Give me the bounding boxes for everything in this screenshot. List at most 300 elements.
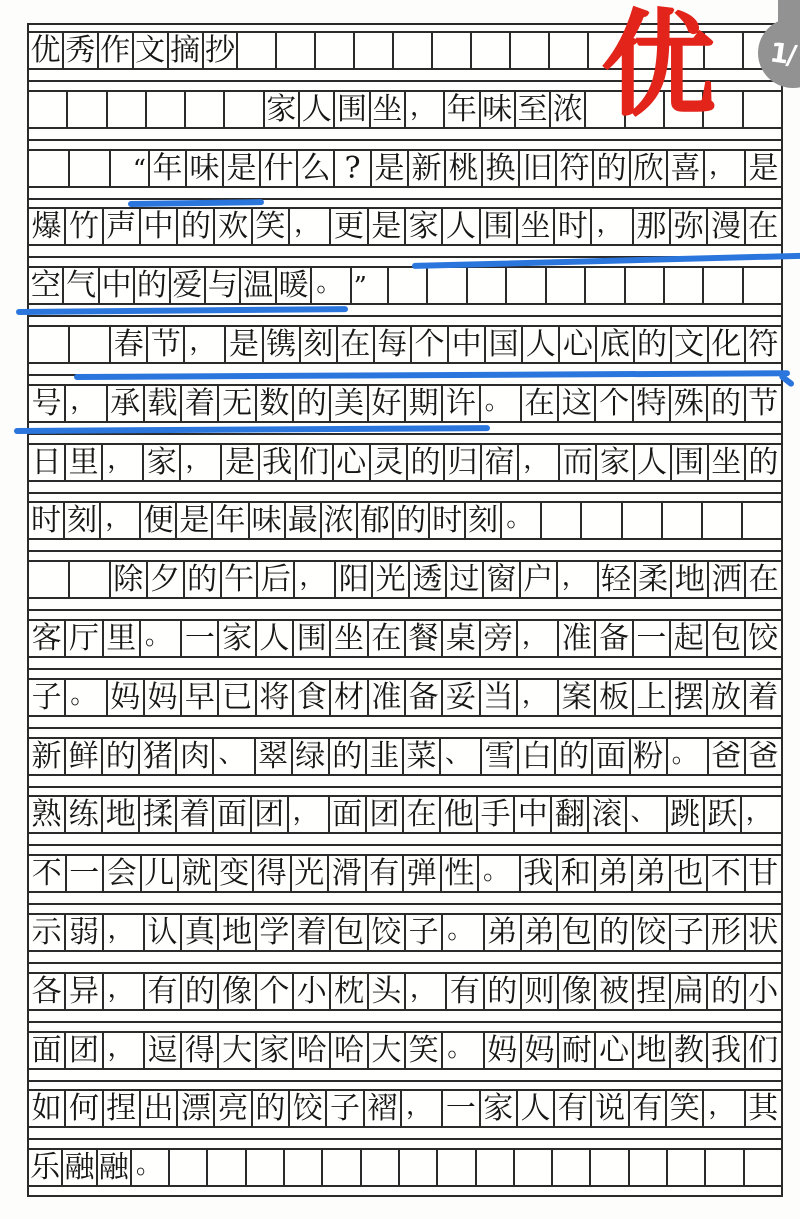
grid-cell	[247, 1150, 285, 1185]
char-cell: ，	[104, 974, 145, 1009]
grid-cell	[623, 503, 663, 538]
char-cell: 枕	[331, 974, 368, 1009]
char-cell: 镌	[264, 327, 301, 362]
char-cell: 坐	[709, 445, 746, 480]
char-cell: 绿	[293, 739, 330, 774]
char-cell: 么	[298, 151, 335, 186]
char-cell: 阳	[336, 562, 373, 597]
char-cell: 客	[29, 621, 66, 656]
char-cell: 期	[406, 386, 443, 421]
char-cell: 儿	[142, 856, 180, 891]
char-cell: 摘	[169, 33, 204, 68]
char-cell: ，	[592, 209, 633, 244]
char-cell: 褶	[365, 1091, 402, 1126]
char-cell: 弟	[522, 915, 559, 950]
char-cell: 节	[148, 327, 185, 362]
grid-cell	[586, 268, 625, 303]
char-cell: 围	[294, 621, 331, 656]
grid-cell	[147, 92, 186, 127]
char-cell: 围	[335, 92, 370, 127]
grid-cell	[515, 1150, 553, 1185]
char-cell: 味	[250, 503, 286, 538]
char-cell: 符	[557, 151, 594, 186]
char-cell: 换	[483, 151, 520, 186]
char-cell: 乐	[29, 1150, 63, 1185]
char-cell: 午	[222, 562, 259, 597]
grid-cell	[323, 1150, 361, 1185]
char-cell: 像	[219, 974, 256, 1009]
char-cell: 家	[257, 1033, 294, 1068]
char-cell: 雪	[482, 739, 519, 774]
grid-cell	[70, 151, 111, 186]
char-cell: 的	[330, 739, 367, 774]
char-cell: 在	[748, 209, 779, 245]
grid-cell	[428, 268, 467, 303]
char-cell: 坐	[331, 621, 368, 656]
char-cell: 漂	[178, 1091, 215, 1126]
grid-cell	[630, 1150, 668, 1185]
row-divider-line	[29, 1080, 781, 1082]
char-cell: 说	[592, 1091, 629, 1126]
char-cell: 滑	[329, 856, 367, 891]
char-cell: 翠	[256, 739, 293, 774]
row-divider-line	[29, 315, 781, 317]
char-cell: 早	[182, 680, 219, 715]
char-cell: ，	[104, 915, 145, 950]
char-cell: 家	[144, 445, 181, 480]
grid-cell	[208, 1150, 246, 1185]
char-cell: 竹	[66, 209, 103, 244]
char-cell: 不	[29, 856, 67, 891]
char-cell: 文	[134, 33, 169, 68]
char-cell: 号	[29, 386, 66, 421]
char-cell: 韭	[367, 739, 404, 774]
char-cell: 数	[257, 386, 294, 421]
char-cell: ，	[185, 327, 226, 362]
grid-row	[29, 1148, 781, 1187]
char-cell: 人	[443, 209, 480, 244]
grid-cell	[400, 1150, 438, 1185]
grid-cell	[472, 33, 511, 68]
char-cell: 的	[182, 974, 219, 1009]
char-cell: 大	[219, 1033, 256, 1068]
char-cell: 、	[627, 797, 668, 832]
char-cell: 子	[29, 680, 66, 715]
grid-cell	[663, 503, 703, 538]
char-cell: 的	[708, 974, 745, 1009]
char-cell: 。	[443, 915, 484, 950]
char-cell: 材	[331, 680, 368, 715]
grid-row	[29, 619, 781, 658]
grid-cell	[704, 268, 743, 303]
grid-cell	[225, 92, 264, 127]
char-cell: 殊	[671, 386, 708, 421]
char-cell: 揉	[140, 797, 177, 832]
char-cell: 的	[178, 209, 215, 244]
grid-cell	[29, 151, 70, 186]
grid-cell	[507, 268, 546, 303]
char-cell: 化	[709, 327, 746, 362]
grid-cell	[389, 268, 428, 303]
char-cell: 好	[369, 386, 406, 421]
char-cell: ，	[295, 562, 336, 597]
char-cell: ，	[705, 151, 746, 186]
char-cell: 桃	[446, 151, 483, 186]
char-cell: 个	[257, 974, 294, 1009]
char-cell: 人	[300, 92, 335, 127]
char-cell: 有	[367, 856, 405, 891]
char-cell: 地	[634, 1033, 671, 1068]
char-cell: 起	[671, 621, 708, 656]
char-cell: 饺	[290, 1091, 327, 1126]
char-cell: 。	[668, 739, 709, 774]
char-cell: 变	[217, 856, 255, 891]
char-cell: 符	[748, 327, 779, 362]
char-cell: ，	[406, 92, 445, 127]
grid-cell	[542, 503, 582, 538]
row-divider-line	[29, 786, 781, 788]
char-cell: 包	[559, 915, 596, 950]
char-cell: 团	[367, 797, 404, 832]
char-cell: 练	[66, 797, 103, 832]
row-divider-line	[29, 433, 781, 435]
char-cell: 里	[66, 445, 103, 480]
char-cell: 准	[369, 680, 406, 715]
char-cell: 性	[442, 856, 480, 891]
row-divider-line	[29, 1021, 781, 1023]
char-cell: 在	[369, 621, 406, 656]
char-cell: 已	[219, 680, 256, 715]
char-cell: 着	[294, 915, 331, 950]
char-cell: 粉	[631, 739, 668, 774]
char-cell: 的	[135, 268, 170, 303]
char-cell: 形	[708, 915, 745, 950]
char-cell: 的	[748, 444, 779, 480]
char-cell: ?	[335, 151, 372, 186]
char-cell: 手	[478, 797, 515, 832]
char-cell: 备	[406, 680, 443, 715]
row-divider-line	[29, 256, 781, 258]
char-cell: 示	[29, 915, 66, 950]
char-cell: 空	[29, 268, 64, 303]
char-cell: 弟	[485, 915, 522, 950]
char-cell: 浓	[551, 92, 586, 127]
char-cell: 人	[257, 621, 294, 656]
char-cell: 是	[222, 445, 259, 480]
char-cell: 在	[748, 562, 779, 598]
char-cell: 捏	[104, 1091, 141, 1126]
grid-cell	[29, 327, 70, 362]
char-cell: 得	[254, 856, 292, 891]
char-cell: 喜	[668, 151, 705, 186]
char-cell: 异	[66, 974, 103, 1009]
char-cell: 弟	[596, 856, 634, 891]
char-cell: ，	[181, 445, 222, 480]
char-cell: 的	[185, 562, 222, 597]
grid-row	[29, 854, 781, 893]
char-cell: 会	[104, 856, 142, 891]
char-cell: 弹	[404, 856, 442, 891]
grid-cell	[355, 33, 394, 68]
char-cell: 心	[596, 1033, 633, 1068]
char-cell: 味	[481, 92, 516, 127]
char-cell: 耐	[559, 1033, 596, 1068]
composition-sheet	[27, 23, 783, 1197]
char-cell: 。	[481, 386, 522, 421]
char-cell: 其	[748, 1091, 779, 1127]
char-cell: 放	[708, 680, 745, 715]
grid-cell	[547, 268, 586, 303]
char-cell: 弱	[66, 915, 103, 950]
char-cell: 中	[141, 209, 178, 244]
grid-cell	[316, 33, 355, 68]
char-cell: 是	[226, 327, 263, 362]
char-cell: 这	[559, 386, 596, 421]
char-cell: 面	[593, 739, 630, 774]
char-cell: ，	[519, 445, 560, 480]
char-cell: 暖	[277, 268, 312, 303]
char-cell: 的	[103, 739, 140, 774]
char-cell: 团	[66, 1033, 103, 1068]
char-cell: 。	[502, 503, 542, 538]
char-cell: 爱	[171, 268, 206, 303]
char-cell: 则	[522, 974, 559, 1009]
char-cell: 在	[404, 797, 441, 832]
grid-row	[29, 443, 781, 482]
char-cell: ，	[290, 209, 331, 244]
char-cell: 融	[63, 1150, 97, 1185]
grid-row	[29, 149, 781, 188]
grid-row	[29, 913, 781, 952]
grid-cell	[591, 1150, 629, 1185]
char-cell: 哈	[294, 1033, 331, 1068]
char-cell: ”	[352, 268, 389, 303]
char-cell: 欣	[631, 151, 668, 186]
char-cell: 认	[145, 915, 182, 950]
char-cell: ，	[66, 386, 107, 421]
char-cell: 的	[485, 974, 522, 1009]
char-cell: 的	[596, 915, 633, 950]
grid-row	[29, 384, 781, 423]
char-cell: 。	[312, 268, 351, 303]
char-cell: 一	[182, 621, 219, 656]
char-cell: 在	[338, 327, 375, 362]
char-cell: 地	[219, 915, 256, 950]
char-cell: 许	[443, 386, 480, 421]
grid-cell	[362, 1150, 400, 1185]
char-cell: 不	[708, 856, 746, 891]
char-cell: 、	[441, 739, 482, 774]
grid-cell	[29, 562, 70, 597]
char-cell: 而	[560, 445, 597, 480]
grid-row	[29, 972, 781, 1011]
char-cell: 翻	[552, 797, 589, 832]
char-cell: 。	[479, 856, 521, 891]
char-cell: 人	[518, 1091, 555, 1126]
grid-cell	[70, 327, 111, 362]
char-cell: 郁	[358, 503, 394, 538]
grid-row	[29, 678, 781, 717]
grid-cell	[511, 33, 550, 68]
char-cell: 小	[748, 973, 779, 1009]
char-cell: 将	[257, 680, 294, 715]
char-cell: 轻	[599, 562, 636, 597]
char-cell: 年	[150, 151, 187, 186]
char-cell: 的	[594, 151, 631, 186]
row-divider-line	[29, 844, 781, 846]
char-cell: 有	[447, 974, 484, 1009]
grid-cell	[745, 1150, 781, 1185]
grid-row	[29, 1089, 781, 1128]
grid-cell	[108, 92, 147, 127]
grid-cell	[70, 562, 111, 597]
char-cell: 被	[596, 974, 633, 1009]
char-cell: 地	[672, 562, 709, 597]
char-cell: 夕	[148, 562, 185, 597]
grid-cell	[744, 268, 781, 303]
char-cell: 底	[597, 327, 634, 362]
char-cell: 春	[111, 327, 148, 362]
char-cell: 刻	[301, 327, 338, 362]
char-cell: ，	[104, 1033, 145, 1068]
char-cell: ，	[704, 1091, 745, 1126]
char-cell: 面	[214, 797, 251, 832]
char-cell: 有	[555, 1091, 592, 1126]
char-cell: 备	[596, 621, 633, 656]
char-cell: 的	[294, 386, 331, 421]
char-cell: 笑	[406, 1033, 443, 1068]
char-cell: 。	[443, 1033, 484, 1068]
char-cell: 桌	[443, 621, 480, 656]
char-cell: ，	[289, 797, 330, 832]
char-cell: 妈	[485, 1033, 522, 1068]
grid-cell	[553, 1150, 591, 1185]
char-cell: 菜	[404, 739, 441, 774]
char-cell: 人	[523, 327, 560, 362]
char-cell: ，	[103, 445, 144, 480]
char-cell: 甘	[748, 856, 779, 892]
char-cell: 包	[708, 621, 745, 656]
char-cell: 。	[66, 680, 107, 715]
char-cell: 包	[331, 915, 368, 950]
char-cell: 坐	[371, 92, 406, 127]
char-cell: 旁	[481, 621, 518, 656]
grid-cell	[743, 503, 781, 538]
char-cell: 洒	[709, 562, 746, 597]
char-cell: 一	[634, 621, 671, 656]
char-cell: 的	[556, 739, 593, 774]
char-cell: 秀	[64, 33, 99, 68]
char-cell: 无	[219, 386, 256, 421]
char-cell: 真	[182, 915, 219, 950]
char-cell: 户	[521, 562, 558, 597]
char-cell: 子	[406, 915, 443, 950]
char-cell: ，	[402, 1091, 443, 1126]
char-cell: 小	[294, 974, 331, 1009]
char-cell: 家	[265, 92, 300, 127]
char-cell: 、	[214, 739, 255, 774]
char-cell: 是	[177, 503, 213, 538]
char-cell: 。	[132, 1150, 170, 1185]
char-cell: 心	[334, 445, 371, 480]
char-cell: 最	[286, 503, 322, 538]
grid-cell	[170, 1150, 208, 1185]
char-cell: 有	[145, 974, 182, 1009]
row-divider-line	[29, 550, 781, 552]
char-cell: 年	[445, 92, 480, 127]
page-indicator-label: 1/	[767, 36, 797, 71]
char-cell: 们	[748, 1032, 779, 1068]
char-cell: 肉	[177, 739, 214, 774]
grid-cell	[668, 1150, 706, 1185]
grid-row	[29, 560, 781, 599]
char-cell: 窗	[484, 562, 521, 597]
grade-stamp: 优	[601, 0, 716, 131]
char-cell: 每	[375, 327, 412, 362]
char-cell: 爆	[29, 209, 66, 244]
grid-cell	[277, 33, 316, 68]
char-cell: 宿	[482, 445, 519, 480]
char-cell: 当	[481, 680, 518, 715]
char-cell: 妥	[443, 680, 480, 715]
char-cell: 子	[327, 1091, 364, 1126]
char-cell: 美	[331, 386, 368, 421]
char-cell: 扁	[671, 974, 708, 1009]
char-cell: 家	[406, 209, 443, 244]
char-cell: 妈	[522, 1033, 559, 1068]
char-cell: 光	[292, 856, 330, 891]
char-cell: 欢	[215, 209, 252, 244]
char-cell: 在	[522, 386, 559, 421]
char-cell: 节	[748, 385, 779, 421]
char-cell: 笑	[667, 1091, 704, 1126]
char-cell: ，	[406, 974, 447, 1009]
char-cell: 里	[104, 621, 141, 656]
char-cell: 厅	[66, 621, 103, 656]
grid-cell	[394, 33, 433, 68]
char-cell: ，	[745, 797, 772, 828]
char-cell: 滚	[589, 797, 626, 832]
grid-row	[29, 795, 781, 834]
char-cell: 是	[748, 150, 779, 186]
char-cell: 坐	[518, 209, 555, 244]
char-cell: 家	[219, 621, 256, 656]
char-cell: 弥	[671, 209, 708, 244]
char-cell: 着	[177, 797, 214, 832]
char-cell: 作	[99, 33, 134, 68]
char-cell: 熟	[29, 797, 66, 832]
char-cell: 中	[449, 327, 486, 362]
grid-row	[29, 501, 781, 540]
row-divider-line	[29, 198, 781, 200]
char-cell: 家	[597, 445, 634, 480]
char-cell: ，	[558, 562, 599, 597]
char-cell: 刻	[65, 503, 101, 538]
char-cell: 特	[634, 386, 671, 421]
char-cell: 围	[672, 445, 709, 480]
char-cell: 个	[596, 386, 633, 421]
grid-cell	[703, 503, 743, 538]
row-divider-line	[29, 609, 781, 611]
char-cell: 教	[671, 1033, 708, 1068]
grid-cell	[29, 92, 68, 127]
char-cell: 妈	[145, 680, 182, 715]
char-cell: 的	[253, 1091, 290, 1126]
char-cell: 学	[257, 915, 294, 950]
char-cell: 抄	[204, 33, 239, 68]
char-cell: 他	[441, 797, 478, 832]
row-divider-line	[29, 1138, 781, 1140]
